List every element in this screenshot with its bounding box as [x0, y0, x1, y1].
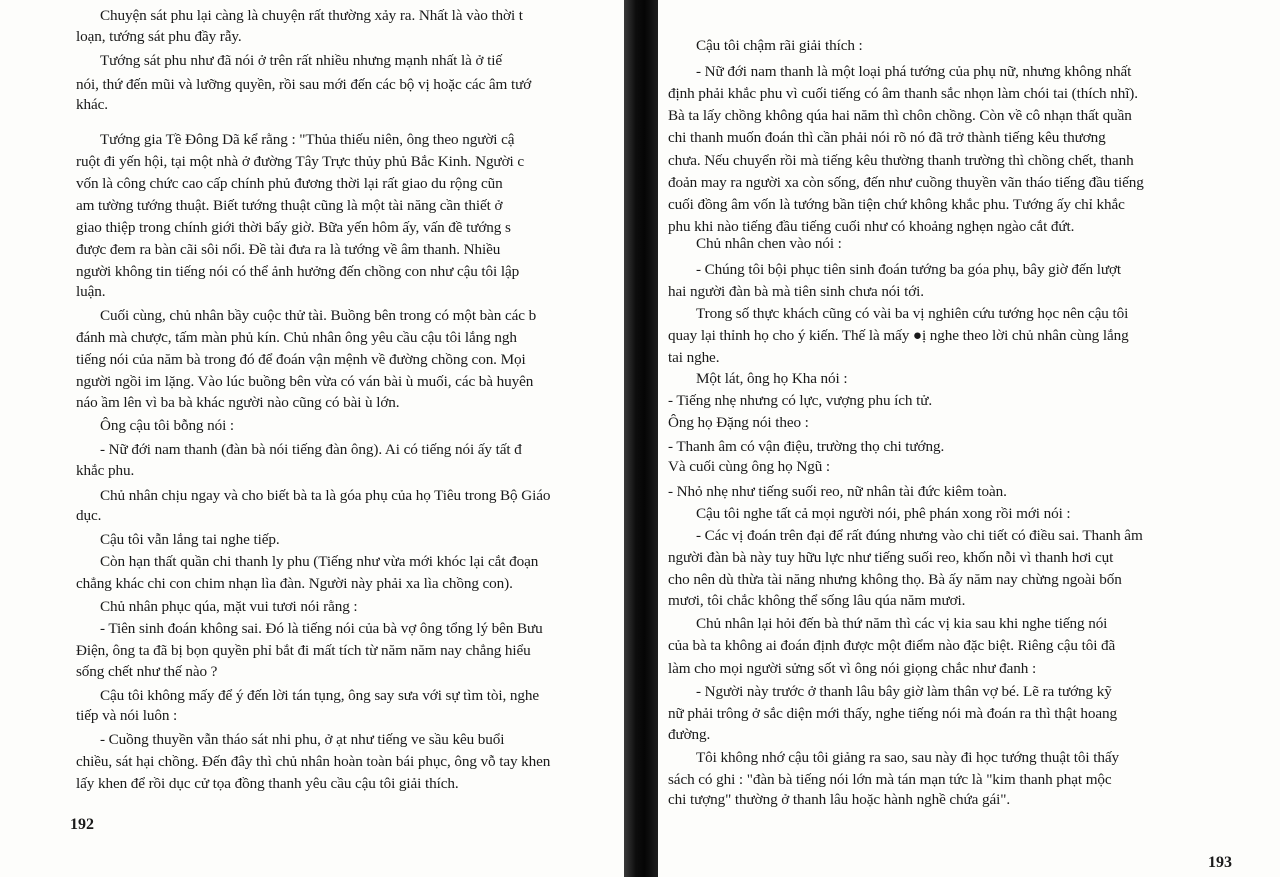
text-line: - Tiếng nhẹ nhưng có lực, vượng phu ích tử.: [668, 392, 933, 409]
text-line: Cậu tôi chậm rãi giải thích :: [696, 37, 863, 54]
text-line: luận.: [76, 283, 106, 300]
text-line: mươi, tôi chắc không thể sống lâu qúa năm mươi.: [668, 592, 966, 609]
text-line: - Người này trước ở thanh lâu bây giờ làm thân vợ bé. Lẽ ra tướng kỹ: [696, 683, 1112, 700]
text-line: tai nghe.: [668, 349, 720, 366]
text-line: phu khi nào tiếng đầu tiếng cuối như có khoảng nghẹn ngào cắt đứt.: [668, 218, 1075, 235]
text-line: Cậu tôi không mấy để ý đến lời tán tụng, ông say sưa với sự tìm tòi, nghe: [100, 687, 540, 704]
text-line: chưa. Nếu chuyển rồi mà tiếng kêu thường thanh trường thì chồng chết, thanh: [668, 152, 1134, 169]
text-line: Ông họ Đặng nói theo :: [668, 414, 809, 431]
text-line: khác.: [76, 96, 108, 113]
text-line: cho nên dù thừa tài năng nhưng không thọ. Bà ấy năm nay chừng ngoài bốn: [668, 571, 1122, 588]
text-line: Chủ nhân lại hỏi đến bà thứ năm thì các vị kia sau khi nghe tiếng nói: [696, 615, 1108, 632]
text-line: chẳng khác chi con chim nhạn lìa đàn. Người này phải xa lìa chồng con).: [76, 575, 513, 592]
text-line: giao thiệp trong chính giới thời bấy giờ. Bữa yến hôm ấy, vấn đề tướng s: [76, 219, 511, 236]
text-line: cuối đồng âm vốn là tướng bần tiện chứ không khắc phu. Tướng ấy chỉ khắc: [668, 196, 1125, 213]
text-line: Cậu tôi vẫn lắng tai nghe tiếp.: [100, 531, 280, 548]
right-page: [656, 0, 1280, 877]
text-line: đường.: [668, 726, 711, 743]
text-line: Cậu tôi nghe tất cả mọi người nói, phê phán xong rồi mới nói :: [696, 505, 1071, 522]
text-line: Tôi không nhớ cậu tôi giảng ra sao, sau này đi học tướng thuật tôi thấy: [696, 749, 1119, 766]
text-line: Cuối cùng, chủ nhân bầy cuộc thử tài. Buồng bên trong có một bàn các b: [100, 307, 537, 324]
text-line: - Tiên sinh đoán không sai. Đó là tiếng nói của bà vợ ông tổng lý bên Bưu: [100, 620, 543, 637]
text-line: Điện, ông ta đã bị bọn quyền phỉ bắt đi mất tích từ năm năm nay chẳng hiểu: [76, 642, 531, 659]
page-number: 192: [70, 816, 94, 833]
page-number: 193: [1208, 854, 1232, 871]
text-line: Chuyện sát phu lại càng là chuyện rất thường xảy ra. Nhất là vào thời t: [100, 7, 523, 24]
text-line: dục.: [76, 507, 102, 524]
text-line: Còn hạn thất quần chi thanh ly phu (Tiếng như vừa mới khóc lại cắt đoạn: [100, 553, 539, 570]
text-line: làm cho mọi người sửng sốt vì ông nói giọng chắc như đanh :: [668, 660, 1037, 677]
text-line: quay lại thỉnh họ cho ý kiến. Thế là mấy ●ị nghe theo lời chủ nhân cùng lắng: [668, 327, 1129, 344]
text-line: am tường tướng thuật. Biết tướng thuật cũng là một tài năng cần thiết ở: [76, 197, 503, 214]
text-line: lấy khen để rồi dục cử tọa đồng thanh yêu cầu cậu tôi giải thích.: [76, 775, 459, 792]
text-line: - Các vị đoán trên đại để rất đúng nhưng vào chi tiết có điều sai. Thanh âm: [696, 527, 1143, 544]
text-line: Chủ nhân chen vào nói :: [696, 235, 842, 252]
text-line: chi thanh muốn đoán thì cần phải nói rõ nó đã trở thành tiếng kêu thương: [668, 129, 1106, 146]
text-line: định phải khắc phu vì cuối tiếng có âm thanh sắc nhọn làm chói tai (thích nhĩ).: [668, 85, 1138, 102]
text-line: sách có ghi : "đàn bà tiếng nói lớn mà tán mạn tức là "kim thanh phạt mộc: [668, 771, 1112, 788]
text-line: đánh mà chược, tấm màn phủ kín. Chủ nhân ông yêu cầu cậu tôi lắng ngh: [76, 329, 517, 346]
text-line: Tướng sát phu như đã nói ở trên rất nhiều nhưng mạnh nhất là ở tiế: [100, 52, 502, 69]
book-gutter-shadow: [624, 0, 658, 877]
text-line: khắc phu.: [76, 462, 135, 479]
text-line: được đem ra bàn cãi sôi nổi. Đề tài đưa ra là tướng về âm thanh. Nhiều: [76, 241, 501, 258]
text-line: Ông cậu tôi bỗng nói :: [100, 417, 235, 434]
text-line: Trong số thực khách cũng có vài ba vị nghiên cứu tướng học nên cậu tôi: [696, 305, 1129, 322]
text-line: náo ầm lên vì ba bà khác người nào cũng có bài ù lớn.: [76, 394, 400, 411]
text-line: vốn là công chức cao cấp chính phủ đương thời lại rất giao du rộng cũn: [76, 175, 503, 192]
text-line: chi tượng" thường ở thanh lâu hoặc hành nghề chứa gái".: [668, 791, 1011, 808]
text-line: sống chết như thế nào ?: [76, 663, 218, 680]
text-line: tiếp và nói luôn :: [76, 707, 178, 724]
text-line: người ngồi im lặng. Vào lúc buồng bên vừa có ván bài ù muối, các bà huyên: [76, 373, 534, 390]
text-line: - Nữ đới nam thanh là một loại phá tướng của phụ nữ, nhưng không nhất: [696, 63, 1132, 80]
text-line: của bà ta không ai đoán định được một điểm nào đặc biệt. Riêng cậu tôi đã: [668, 637, 1116, 654]
text-line: Tướng gia Tề Đông Dã kể rằng : "Thủa thiếu niên, ông theo người cậ: [100, 131, 515, 148]
text-line: - Cuồng thuyền vẫn tháo sát nhi phu, ở ạt như tiếng ve sầu kêu buổi: [100, 731, 505, 748]
text-line: nữ phải trông ở sắc diện mới thấy, nghe tiếng nói mà đoán ra thì thật hoang: [668, 705, 1117, 722]
text-line: Bà ta lấy chồng không qúa hai năm thì chôn chồng. Còn về cô nhạn thất quần: [668, 107, 1132, 124]
text-line: người đàn bà này tuy hữu lực như tiếng suối reo, khốn nỗi vì thanh hơi cụt: [668, 549, 1114, 566]
text-line: - Nhỏ nhẹ như tiếng suối reo, nữ nhân tài đức kiêm toàn.: [668, 483, 1007, 500]
text-line: người không tin tiếng nói có thể ảnh hưởng đến chồng con như cậu tôi lập: [76, 263, 520, 280]
text-line: đoản may ra người xa còn sống, đến như cuồng thuyền vãn tháo tiếng đầu tiếng: [668, 174, 1144, 191]
left-page: [0, 0, 633, 877]
text-line: - Thanh âm có vận điệu, trường thọ chi tướng.: [668, 438, 945, 455]
text-line: Và cuối cùng ông họ Ngũ :: [668, 458, 831, 475]
text-line: loạn, tướng sát phu đầy rẫy.: [76, 28, 242, 45]
text-line: - Chúng tôi bội phục tiên sinh đoán tướng ba góa phụ, bây giờ đến lượt: [696, 261, 1122, 278]
text-line: hai người đàn bà mà tiên sinh chưa nói tới.: [668, 283, 924, 300]
text-line: ruột đi yến hội, tại một nhà ở đường Tây Trực thủy phủ Bắc Kinh. Người c: [76, 153, 524, 170]
text-line: chiều, sát hại chồng. Đến đây thì chủ nhân hoàn toàn bái phục, ông vỗ tay khen: [76, 753, 551, 770]
text-line: Một lát, ông họ Kha nói :: [696, 370, 848, 387]
text-line: tiếng nói của năm bà trong đó để đoán vận mệnh về đường chồng con. Mọi: [76, 351, 526, 368]
text-line: nói, thứ đến mũi và lưỡng quyền, rồi sau mới đến các bộ vị hoặc các âm tướ: [76, 76, 532, 93]
text-line: Chủ nhân phục qúa, mặt vui tươi nói rằng :: [100, 598, 358, 615]
text-line: Chủ nhân chịu ngay và cho biết bà ta là góa phụ của họ Tiêu trong Bộ Giáo: [100, 487, 551, 504]
text-line: - Nữ đới nam thanh (đàn bà nói tiếng đàn ông). Ai có tiếng nói ấy tất đ: [100, 441, 522, 458]
